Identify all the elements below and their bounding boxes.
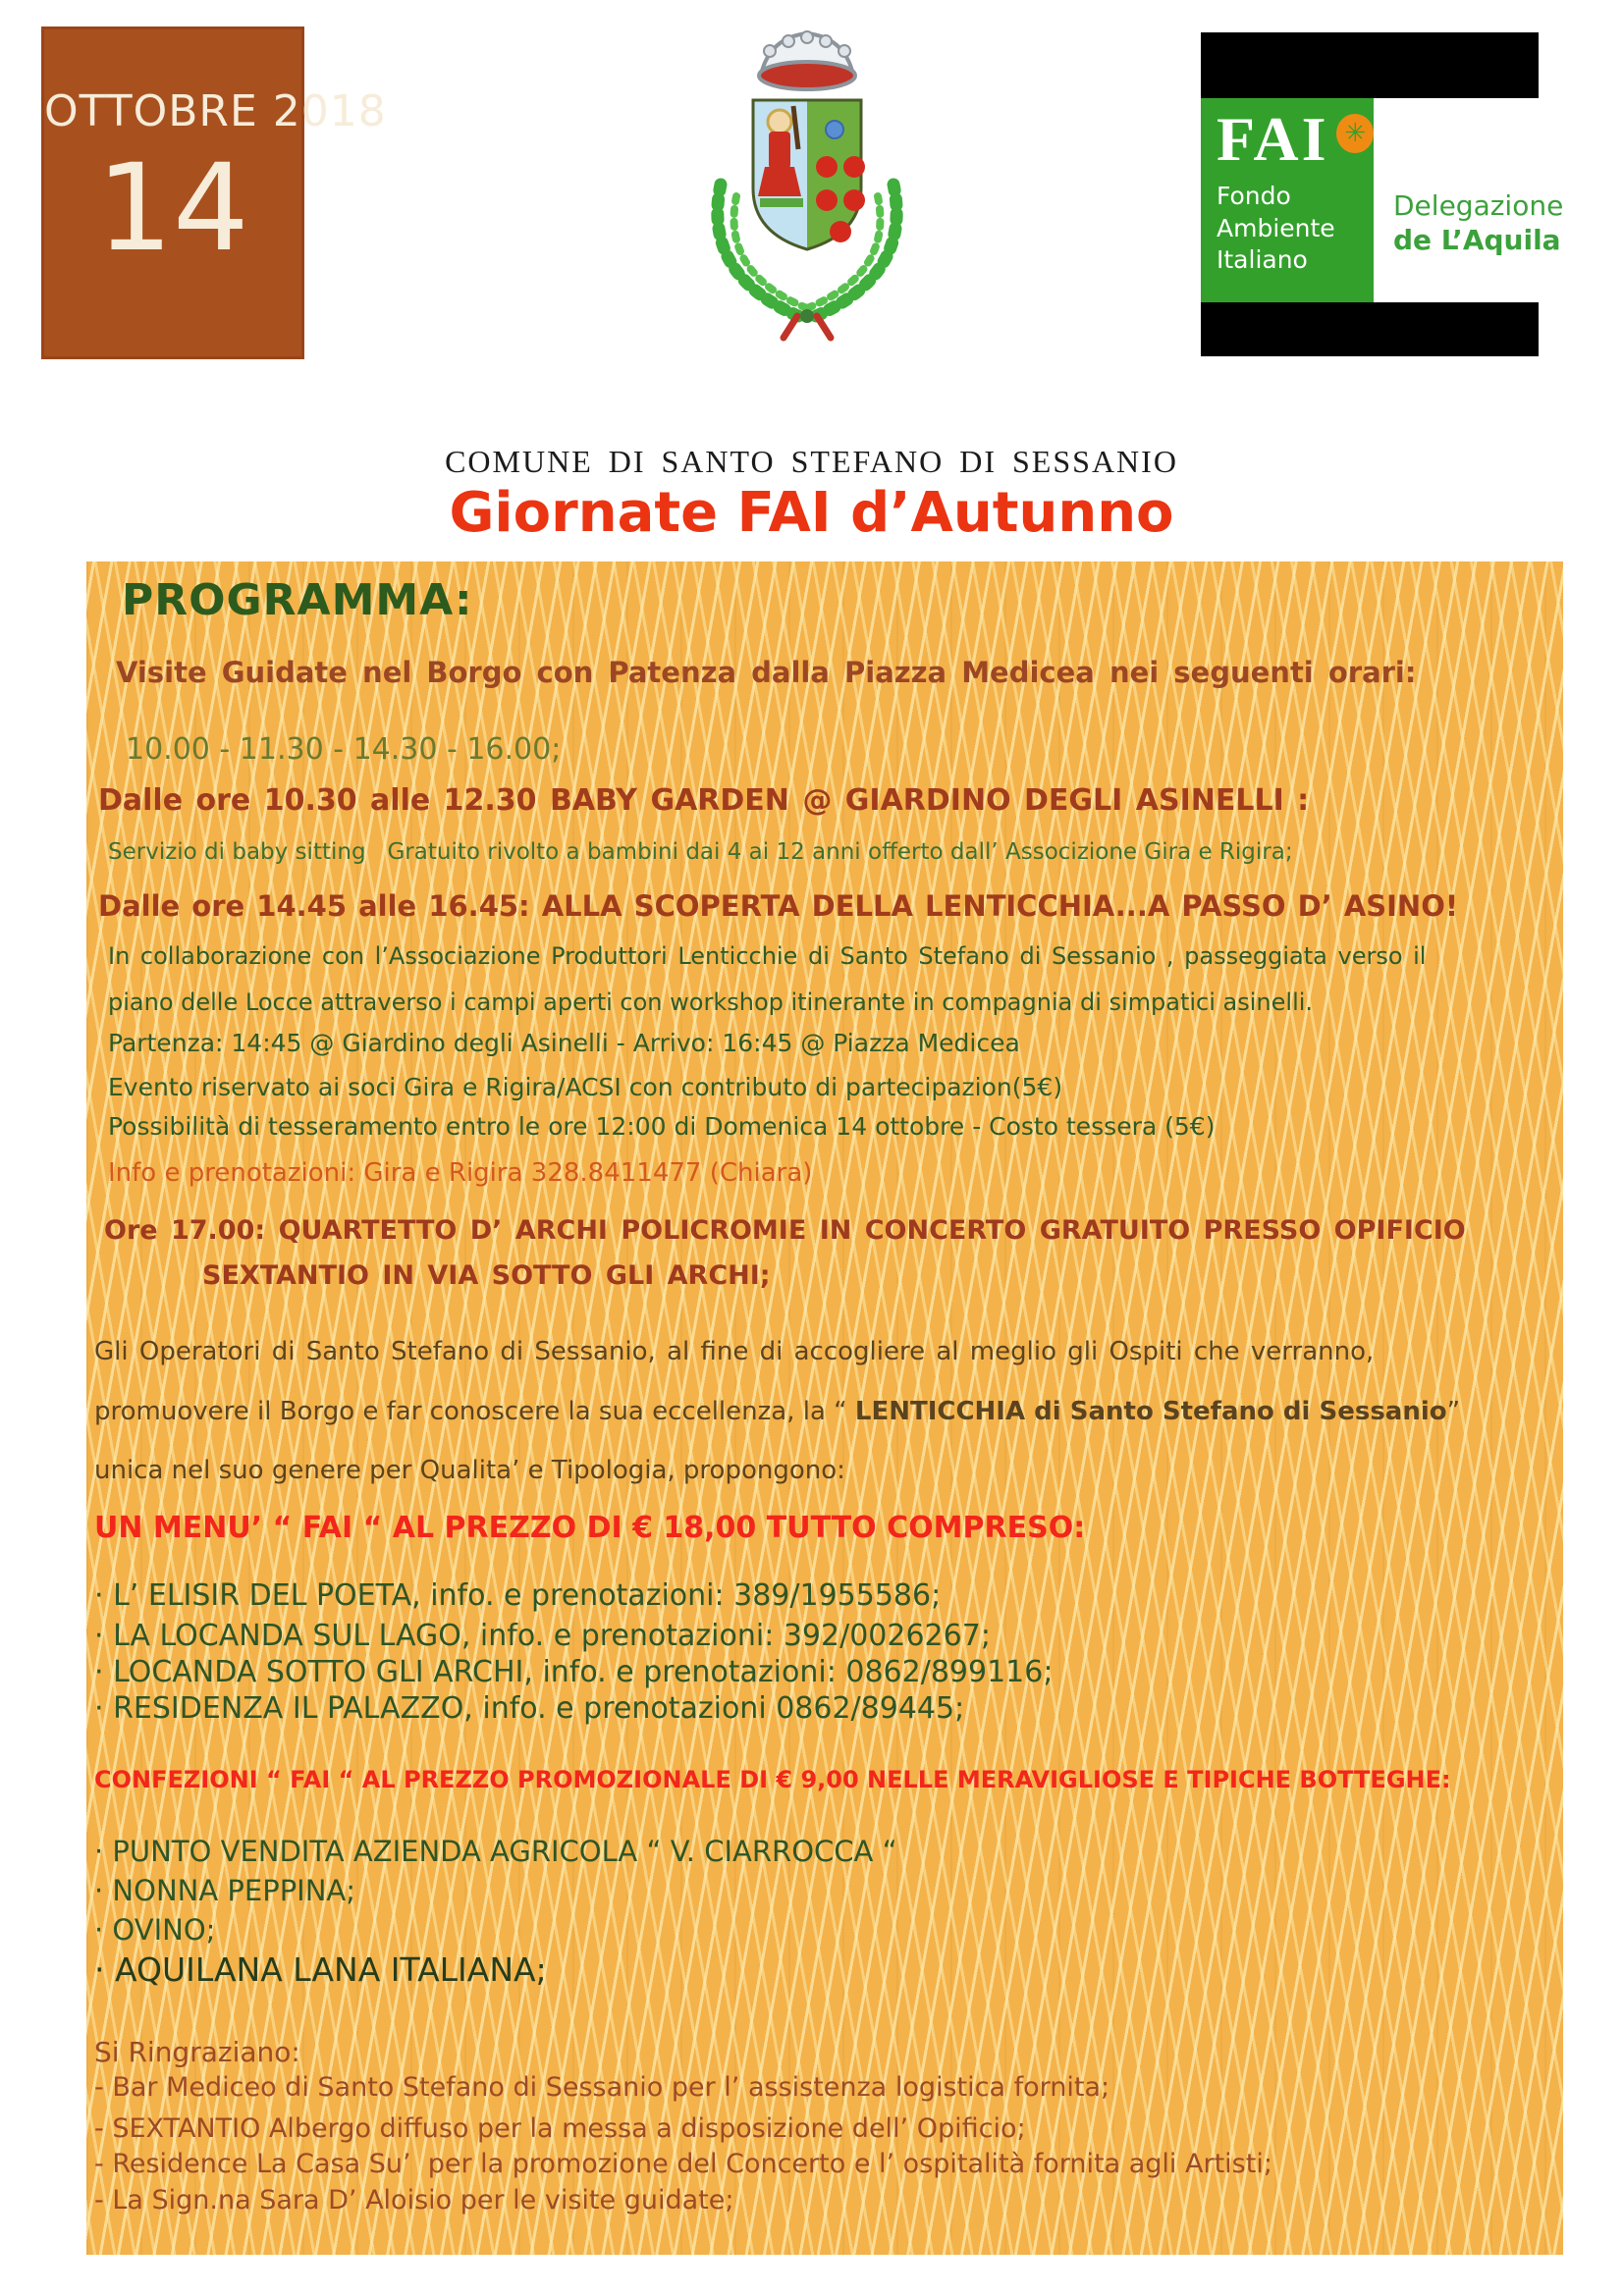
municipal-crest-svg (660, 20, 954, 363)
scoperta-detail-line: Partenza: 14:45 @ Giardino degli Asinelli - Arrivo: 16:45 @ Piazza Medicea (108, 1029, 1020, 1057)
thanks-item: - Residence La Casa Su’ per la promozione del Concerto e l’ ospitalità fornita agli Artisti; (94, 2149, 1272, 2179)
scoperta-detail-line: Evento riservato ai soci Gira e Rigira/ACSI con contributo di partecipazion(5€) (108, 1073, 1063, 1101)
date-day: 14 (96, 138, 249, 278)
baby-garden-heading: Dalle ore 10.30 alle 12.30 BABY GARDEN @ GIARDINO DEGLI ASINELLI : (98, 783, 1310, 818)
visite-guidate-line: Visite Guidate nel Borgo con Patenza dalla Piazza Medicea nei seguenti orari: (116, 656, 1417, 689)
orari-line: 10.00 - 11.30 - 14.30 - 16.00; (126, 732, 562, 767)
event-title: Giornate FAI d’Autunno (449, 481, 1174, 545)
date-month: OTTOBRE 2018 (44, 86, 387, 136)
program-heading: PROGRAMMA: (122, 575, 473, 625)
bottega-item: · AQUILANA LANA ITALIANA; (94, 1950, 547, 1989)
bottega-item: · NONNA PEPPINA; (94, 1874, 356, 1907)
fai-flower-icon: ✳ (1336, 114, 1374, 153)
thanks-item: - SEXTANTIO Albergo diffuso per la messa a disposizione dell’ Opificio; (94, 2113, 1026, 2144)
municipal-crest (660, 20, 954, 363)
scoperta-detail-line: piano delle Locce attraverso i campi aperti con workshop itinerante in compagnia di simpatici asinelli. (108, 988, 1314, 1016)
fai-logo (1201, 32, 1564, 356)
thanks-item: - Bar Mediceo di Santo Stefano di Sessanio per l’ assistenza logistica fornita; (94, 2072, 1110, 2103)
concerto-heading-line1: Ore 17.00: QUARTETTO D’ ARCHI POLICROMIE IN CONCERTO GRATUITO PRESSO OPIFICIO (104, 1215, 1466, 1246)
scoperta-detail-line: Possibilità di tesseramento entro le ore 12:00 di Domenica 14 ottobre - Costo tessera (5€) (108, 1112, 1216, 1141)
date-box (44, 29, 387, 356)
operatori-line2-post: ” (1446, 1397, 1461, 1426)
crest-shield (753, 100, 865, 249)
fai-acronym: FAI (1217, 104, 1329, 174)
thanks-item: - La Sign.na Sara D’ Aloisio per le visite guidate; (94, 2185, 734, 2216)
crest-crown-icon (759, 31, 855, 89)
bottega-item: · PUNTO VENDITA AZIENDA AGRICOLA “ V. CIARROCCA “ (94, 1835, 897, 1868)
fai-line-ambiente: Ambiente (1217, 213, 1335, 242)
menu-item: · RESIDENZA IL PALAZZO, info. e prenotazioni 0862/89445; (94, 1691, 965, 1726)
thanks-heading: Si Ringraziano: (94, 2036, 300, 2068)
confezioni-heading: CONFEZIONI “ FAI “ AL PREZZO PROMOZIONALE DI € 9,00 NELLE MERAVIGLIOSE E TIPICHE BOTTEGHE: (94, 1766, 1451, 1793)
info-prenotazioni-line: Info e prenotazioni: Gira e Rigira 328.8411477 (Chiara) (108, 1158, 813, 1188)
fai-line-italiano: Italiano (1217, 245, 1308, 274)
fai-logo-green-block (1201, 98, 1374, 302)
fai-logo-white-block (1374, 98, 1564, 302)
fai-line-fondo: Fondo (1217, 182, 1291, 210)
menu-item: · L’ ELISIR DEL POETA, info. e prenotazioni: 389/1955586; (94, 1578, 942, 1613)
operatori-paragraph-line: Gli Operatori di Santo Stefano di Sessanio, al fine di accogliere al meglio gli Ospiti che verranno, (94, 1337, 1375, 1366)
baby-garden-detail: Servizio di baby sitting Gratuito rivolto a bambini dai 4 ai 12 anni offerto dall’ Associzione Gira e Rigira; (108, 839, 1293, 865)
scoperta-heading: Dalle ore 14.45 alle 16.45: ALLA SCOPERTA DELLA LENTICCHIA...A PASSO D’ ASINO! (98, 889, 1459, 923)
concerto-heading-line2: SEXTANTIO IN VIA SOTTO GLI ARCHI; (202, 1260, 771, 1291)
delegation-line2: de L’Aquila (1393, 224, 1561, 256)
program-panel (86, 561, 1563, 2255)
operatori-paragraph-line: unica nel suo genere per Qualita’ e Tipologia, propongono: (94, 1456, 845, 1485)
bottega-item: · OVINO; (94, 1913, 216, 1947)
menu-item: · LA LOCANDA SUL LAGO, info. e prenotazioni: 392/0026267; (94, 1619, 991, 1653)
scoperta-detail-line: In collaborazione con l’Associazione Produttori Lenticchie di Santo Stefano di Sessanio , passeggiata verso il (108, 942, 1427, 970)
operatori-paragraph-line (94, 1397, 1460, 1426)
menu-heading: UN MENU’ “ FAI “ AL PREZZO DI € 18,00 TUTTO COMPRESO: (94, 1511, 1086, 1545)
menu-item: · LOCANDA SOTTO GLI ARCHI, info. e prenotazioni: 0862/899116; (94, 1655, 1054, 1689)
municipality-name: COMUNE DI SANTO STEFANO DI SESSANIO (445, 444, 1178, 479)
operatori-line2-bold: LENTICCHIA di Santo Stefano di Sessanio (854, 1397, 1447, 1426)
operatori-line2-pre: promuovere il Borgo e far conoscere la sua eccellenza, la “ (94, 1397, 855, 1426)
delegation-line1: Delegazione (1393, 189, 1564, 222)
